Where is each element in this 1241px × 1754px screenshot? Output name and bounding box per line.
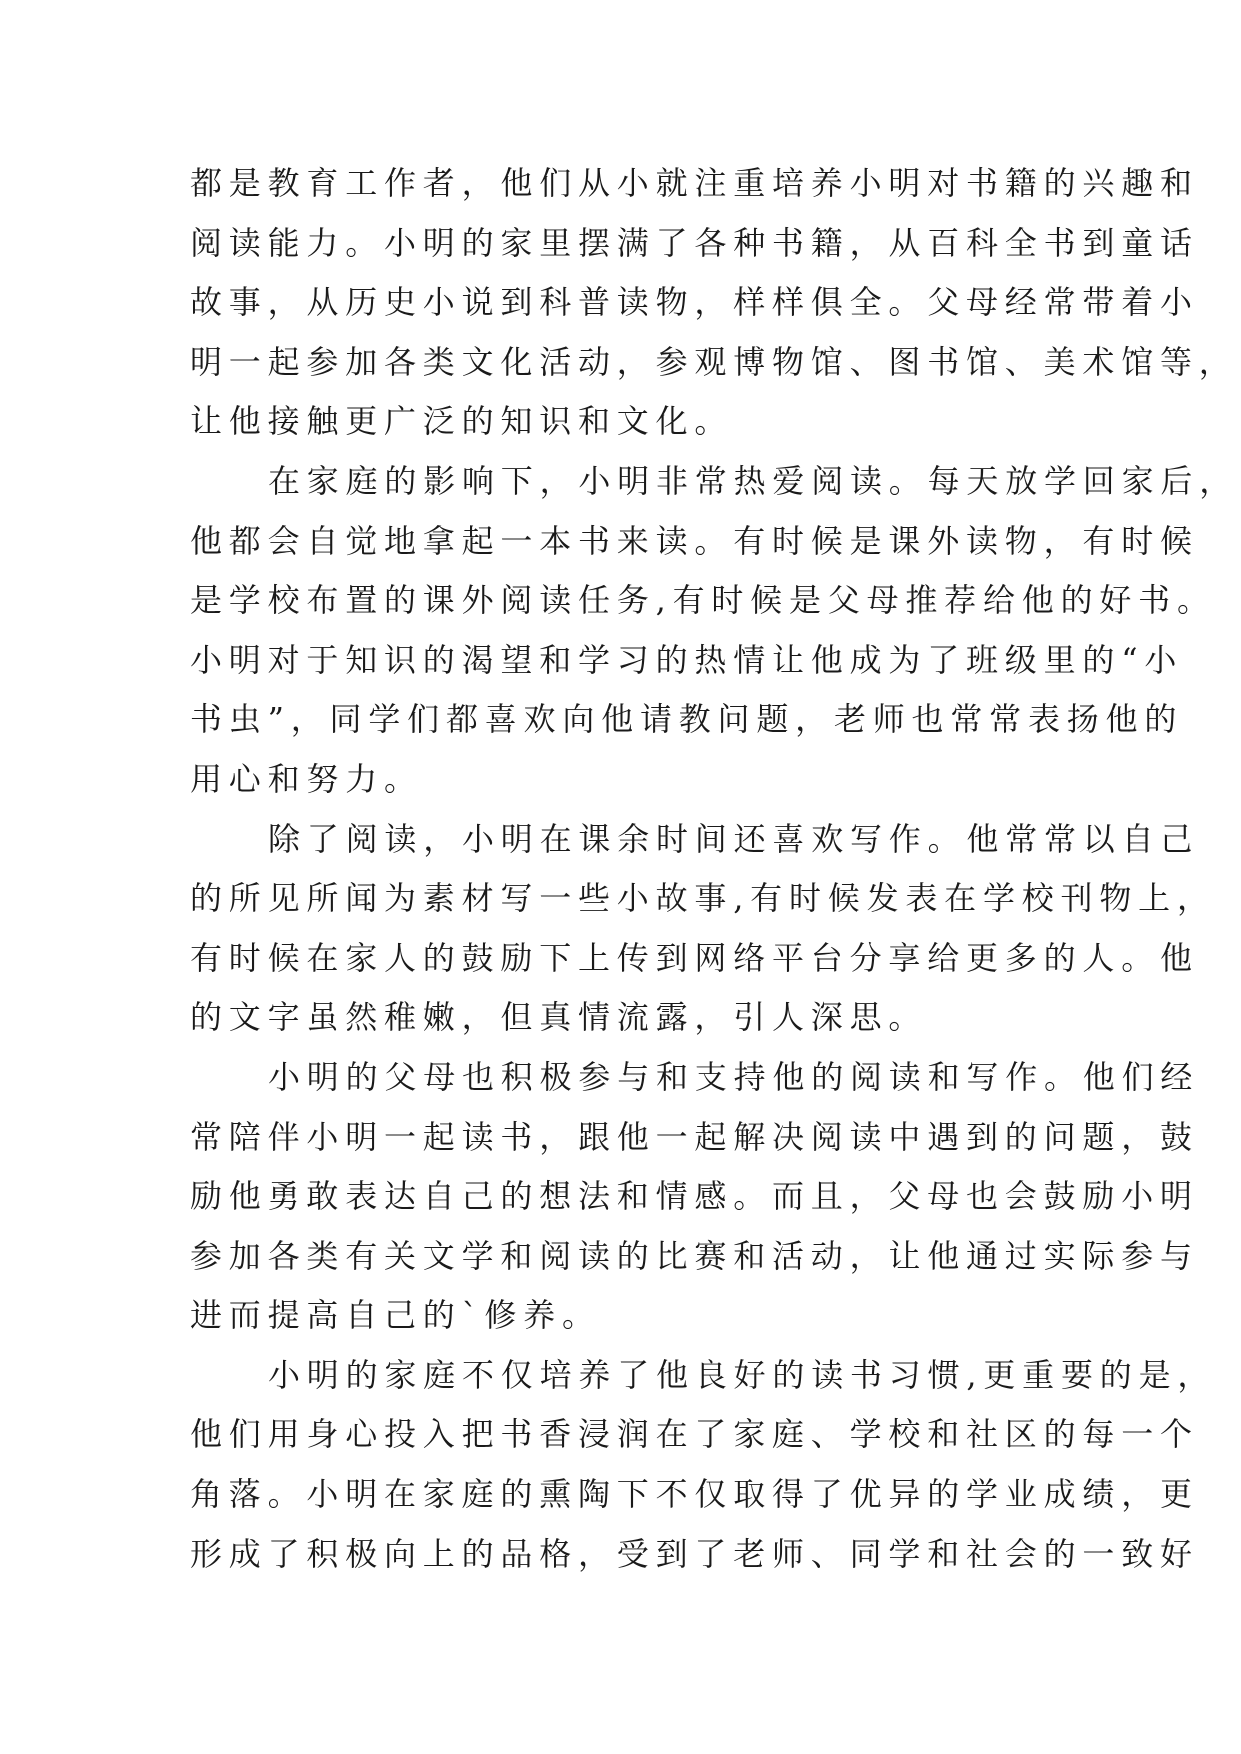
text-line: 的所见所闻为素材写一些小故事,有时候发表在学校刊物上， <box>190 879 1216 918</box>
text-line: 是学校布置的课外阅读任务,有时候是父母推荐给他的好书。 <box>190 581 1216 620</box>
text-line: 小明对于知识的渴望和学习的热情让他成为了班级里的“小 <box>190 640 1184 679</box>
text-line: 都是教育工作者，他们从小就注重培养小明对书籍的兴趣和 <box>190 164 1199 202</box>
text-line: 励他勇敢表达自己的想法和情感。而且，父母也会鼓励小明 <box>190 1177 1199 1216</box>
text-line: 书虫”，同学们都喜欢向他请教问题，老师也常常表扬他的 <box>190 700 1184 739</box>
text-line: 让他接触更广泛的知识和文化。 <box>190 402 734 441</box>
text-line: 明一起参加各类文化活动，参观博物馆、图书馆、美术馆等， <box>190 342 1238 381</box>
text-line: 用心和努力。 <box>190 759 423 798</box>
text-line: 阅读能力。小明的家里摆满了各种书籍，从百科全书到童话 <box>190 223 1199 262</box>
text-line: 小明的父母也积极参与和支持他的阅读和写作。他们经 <box>268 1057 1200 1096</box>
body-text <box>190 154 1239 1584</box>
text-line: 他都会自觉地拿起一本书来读。有时候是课外读物，有时候 <box>190 521 1199 560</box>
text-line: 除了阅读，小明在课余时间还喜欢写作。他常常以自己 <box>268 819 1200 858</box>
text-line: 进而提高自己的`修养。 <box>190 1296 601 1335</box>
text-line: 的文字虽然稚嫩，但真情流露，引人深思。 <box>190 998 928 1037</box>
text-line: 他们用身心投入把书香浸润在了家庭、学校和社区的每一个 <box>190 1415 1199 1454</box>
text-line: 有时候在家人的鼓励下上传到网络平台分享给更多的人。他 <box>190 938 1199 977</box>
text-line: 在家庭的影响下，小明非常热爱阅读。每天放学回家后， <box>268 461 1239 500</box>
text-line: 小明的家庭不仅培养了他良好的读书习惯,更重要的是， <box>268 1355 1217 1394</box>
text-line: 形成了积极向上的品格，受到了老师、同学和社会的一致好 <box>190 1534 1199 1573</box>
text-line: 故事，从历史小说到科普读物，样样俱全。父母经常带着小 <box>190 283 1199 322</box>
text-line: 参加各类有关文学和阅读的比赛和活动，让他通过实际参与 <box>190 1236 1199 1275</box>
text-line: 角落。小明在家庭的熏陶下不仅取得了优异的学业成绩，更 <box>190 1475 1199 1514</box>
text-line: 常陪伴小明一起读书，跟他一起解决阅读中遇到的问题，鼓 <box>190 1117 1199 1156</box>
